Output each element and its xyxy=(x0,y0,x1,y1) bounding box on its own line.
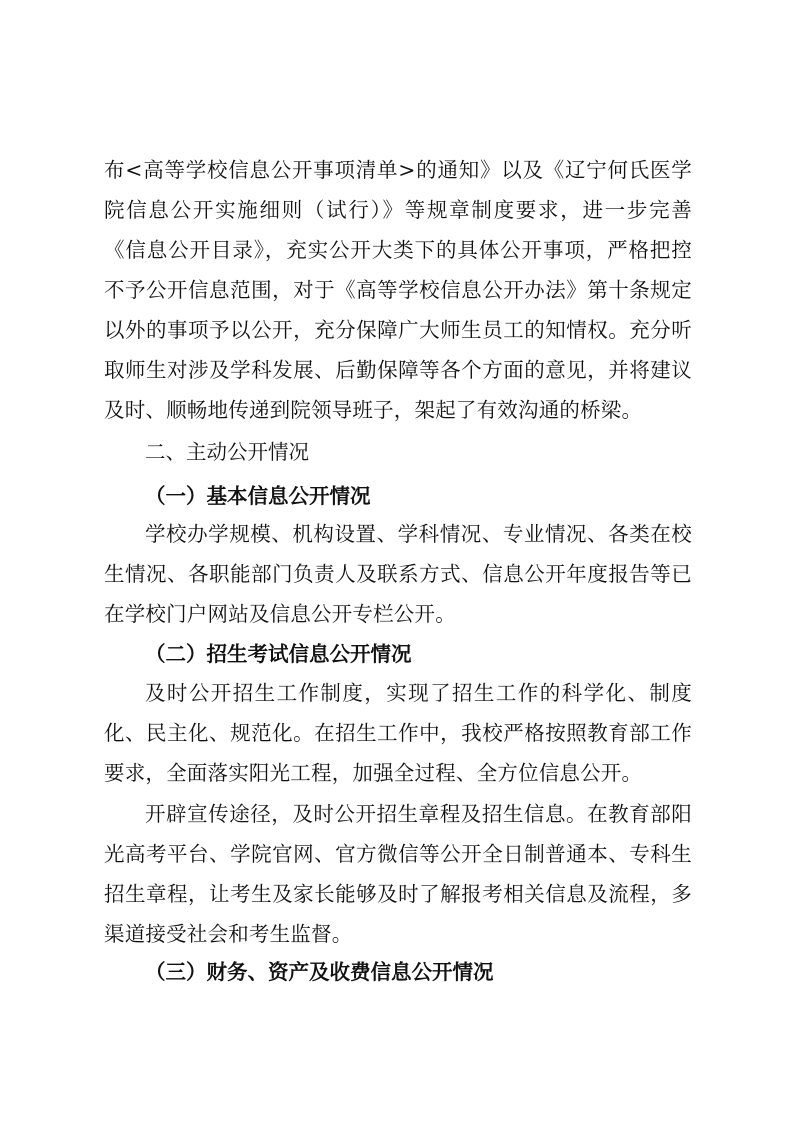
section-heading-active-disclosure: 二、主动公开情况 xyxy=(145,440,309,464)
subsection-heading-basic-info: （一）基本信息公开情况 xyxy=(145,484,371,508)
subsection-heading-admissions-info: （二）招生考试信息公开情况 xyxy=(145,642,412,666)
paragraph-information-disclosure-rules: 布<高等学校信息公开事项清单>的通知》以及《辽宁何氏医学院信息公开实施细则（试行）》等规章制度要求，进一步完善《信息公开目录》，充实公开大类下的具体公开事项，严格把控不予公开信息范围，对于《高等学校信息公开办法》第十条规定以外的事项予以公开，充分保障广大师生员工的知情权。充分听取师生对涉及学科发展、后勤保障等各个方面的意见，并将建议及时、顺畅地传递到院领导班子，架起了有效沟通的桥梁。 xyxy=(104,158,692,422)
paragraph-admissions-system: 及时公开招生工作制度，实现了招生工作的科学化、制度化、民主化、规范化。在招生工作中，我校严格按照教育部工作要求，全面落实阳光工程，加强全过程、全方位信息公开。 xyxy=(104,681,692,785)
subsection-heading-finance-info: （三）财务、资产及收费信息公开情况 xyxy=(145,960,494,984)
paragraph-admissions-publicity: 开辟宣传途径，及时公开招生章程及招生信息。在教育部阳光高考平台、学院官网、官方微信等公开全日制普通本、专科生招生章程，让考生及家长能够及时了解报考相关信息及流程，多渠道接受社会和考生监督。 xyxy=(104,802,692,946)
paragraph-basic-info: 学校办学规模、机构设置、学科情况、专业情况、各类在校生情况、各职能部门负责人及联系方式、信息公开年度报告等已在学校门户网站及信息公开专栏公开。 xyxy=(104,522,692,626)
